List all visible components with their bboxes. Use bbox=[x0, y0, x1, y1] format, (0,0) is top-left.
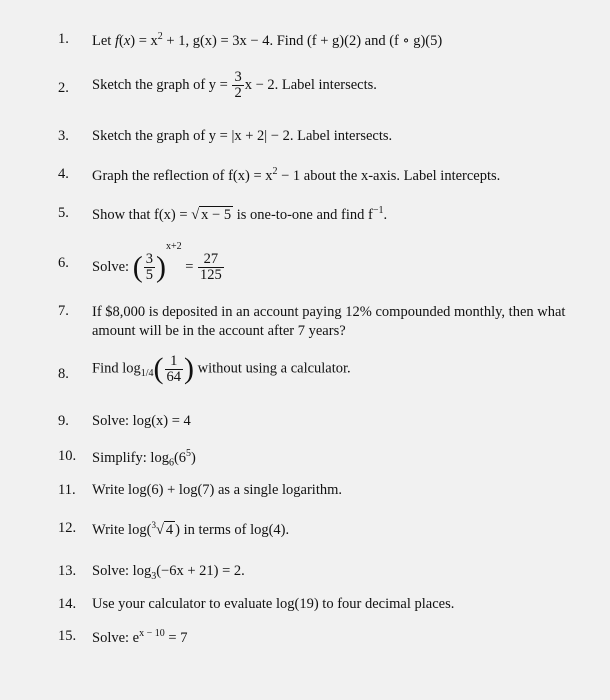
problem-text: Solve: $\log_3(-6x + 21) = 2$. bbox=[92, 563, 245, 582]
problem-number: 9. bbox=[58, 413, 69, 429]
problem-number: 3. bbox=[58, 128, 69, 144]
problem-text: Use your calculator to evaluate log(19) to four decimal places. bbox=[92, 596, 455, 612]
problem-number: 15. bbox=[58, 628, 77, 644]
problem-number: 8. bbox=[58, 366, 69, 382]
problem-text: Sketch the graph of y = $\frac{3}{2}$ x − 2. Label intersects. bbox=[92, 69, 377, 101]
problem-number: 2. bbox=[58, 80, 69, 96]
problem-text: Write log($^3$√ 4 ) in terms of log(4). bbox=[92, 520, 290, 538]
problem-text: Solve: ( $\frac{3}{5}$ )$^{x+2}$ = $\frac{27}{125}$ bbox=[92, 241, 222, 284]
problem-number: 4. bbox=[58, 166, 69, 182]
problem-number: 13. bbox=[58, 563, 77, 579]
problem-text: Write log(6) + log(7) as a single logarithm. bbox=[92, 482, 343, 498]
problem-number: 7. bbox=[58, 303, 69, 319]
problem-number: 1. bbox=[58, 31, 69, 47]
problem-number: 10. bbox=[58, 448, 77, 464]
problem-text: Graph the reflection of $f(x) = x^2 - 1$ about the x-axis. Label intercepts. bbox=[92, 166, 501, 184]
problem-text: Sketch the graph of y = |x + 2| − 2. Label intersects. bbox=[92, 128, 393, 144]
problem-number: 12. bbox=[58, 520, 77, 536]
problem-number: 11. bbox=[58, 482, 76, 498]
problem-text: Solve: log(x) = 4 bbox=[92, 413, 191, 429]
problem-text: Solve: $e^{x - 10} = 7$ bbox=[92, 628, 188, 646]
problem-number: 14. bbox=[58, 596, 77, 612]
problem-number: 6. bbox=[58, 255, 69, 271]
problem-text: Let $f(x) = x^2 + 1$, g(x) = 3x − 4. Find (f + g)(2) and (f ∘ g)(5) bbox=[92, 31, 443, 49]
problem-text: If $8,000 is deposited in an account paying 12% compounded monthly, then what amount will be in the account after 7 years? bbox=[92, 304, 566, 339]
problem-text: Simplify: $\log_6(6^5)$ bbox=[92, 448, 196, 469]
problem-text: Show that f(x) = √ x − 5 is one-to-one and find $f^{-1}$. bbox=[92, 205, 388, 223]
problem-text: Find $\log_{1/4}$( $\frac{1}{64}$ ) without using a calculator. bbox=[92, 352, 351, 385]
problem-number: 5. bbox=[58, 205, 69, 221]
